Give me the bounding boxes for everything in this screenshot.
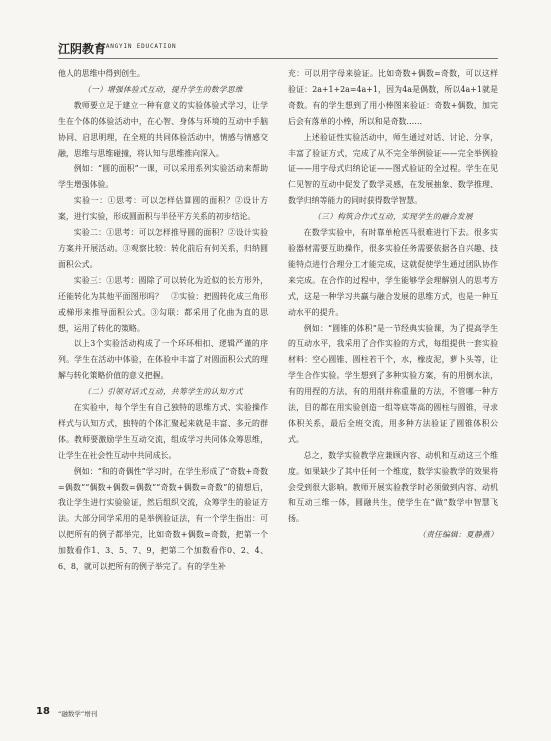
editor-credit: （责任编辑：夏静燕） [418,530,498,540]
section-heading: （三）构筑合作式互动，实现学生的融合发展 [313,212,473,222]
section-heading: （二）引领对话式互动，共筹学生的认知方式 [83,387,243,397]
left-column [58,66,268,575]
paragraph: 总之，数学实验教学应兼顾内容、动机和互动这三个维度。如果缺少了其中任何一个维度，数学实验教学的效果将会受到很大影响。教师开展实验教学时必须做到内容、动机和互动三维一体，圆融共生，使学生在“做”数学中智慧飞扬。 [288,450,498,524]
paragraph: 实验二：①思考：可以怎样推导圆的面积？②设计实验方案并开展活动。③观察比较：转化前后有何关系，归纳圆面积公式。 [58,228,268,269]
paragraph: 例如：“圆的面积”一课，可以采用系列实验活动来帮助学生增强体验。 [58,164,268,190]
paragraph: 例如：“和的奇偶性”学习时，在学生形成了“奇数+奇数=偶数”“偶数+偶数=偶数”“奇数+偶数=奇数”的猜想后，我让学生进行实验验证，然后组织交流，众筹学生的验证方法。大部分同学采用的是举例验证法，有一个学生指出：可以把所有的例子都举完，比如奇数+偶数=奇数，把第一个加数看作1、3、5、7、9，把第二个加数看作0、2、4、6、8，就可以把所有的例子举完了。有的学生补 [58,466,268,572]
page-number: 18 [36,706,50,717]
paragraph: 教师要立足于建立一种有意义的实验体验式学习，让学生在个体的体验活动中，在心智、身体与环境的互动中手脑协同、启思明理，在全班的共同体验活动中，情感与情感交融，思维与思维碰撞，将认知与思维推向深入。 [58,100,268,158]
paragraph: 充：可以用字母来验证。比如奇数+偶数=奇数，可以这样验证：2a+1+2a=4a+1，因为4a是偶数，所以4a+1就是奇数。有的学生想到了用小棒图来验证：奇数+偶数，加完后会有落单的小棒，所以和是奇数…… [288,69,498,126]
journal-logo-english: JIANGYIN EDUCATION [97,43,177,50]
paragraph: 上述验证性实验活动中，师生通过对话、讨论、分享，丰富了验证方式，完成了从不完全举例验证——完全举例验证——用字母式归纳论证——图式验证的全过程。学生在见仁见智的互动中促发了数学灵感，在发展抽象、数学推理、数学归纳等能力的同时获得数学智慧。 [288,132,498,206]
journal-name: “融数学”增刊 [58,710,98,718]
paragraph: 在数学实验中，有时靠单枪匹马很难进行下去。很多实验器材需要互助操作，很多实验任务需要依据各自兴趣、技能特点进行合理分工才能完成，这就促使学生通过团队协作来完成。在合作的过程中，学生能够学会理解别人的思考方式，这是一种学习共赢与融合发展的思维方式，也是一种互动水平的提升。 [288,228,498,317]
right-column [288,66,498,543]
paragraph: 他人的思维中得到创生。 [58,69,145,78]
header-divider [58,58,498,59]
paragraph: 例如：“圆锥的体积”是一节经典实验课，为了提高学生的互动水平，我采用了合作实验的方式，每组提供一套实验材料：空心圆锥、圆柱若干个，水，橡皮泥，萝卜头等，让学生合作实验。学生想到了多种实验方案，有的用倒水法，有的用捏的方法，有的用削并称重量的方法，不管哪一种方法，目的都在用实验创造一组等底等高的圆柱与圆锥，寻求体积关系，最后全班交流，用多种方法验证了圆锥体积公式。 [288,323,498,444]
page-footer [36,706,236,722]
page-header [58,40,498,56]
paragraph: 实验一：①思考：可以怎样估算圆的面积？②设计方案，进行实验，形成圆面积与半径平方关系的初步结论。 [58,196,268,222]
paragraph: 实验三：①思考：圆除了可以转化为近似的长方形外，还能转化为其他平面图形吗？ ②实验：把圆转化成三角形或梯形来推导面积公式。③勾联：都采用了化曲为直的思想，运用了转化的策略。 [58,275,268,333]
journal-logo: 江阴教育 [58,42,107,56]
section-heading: （一）增强体验式互动，提升学生的数学思维 [83,84,243,94]
paragraph: 在实验中，每个学生有自己独特的思维方式、实验操作样式与认知方式，独特的个体汇聚起来就是丰富、多元的群体。教师要激励学生互动交流，组成学习共同体众筹思维，让学生在社会性互动中共同成长。 [58,403,268,460]
paragraph: 以上3个实验活动构成了一个环环相扣、逻辑严谨的序列。学生在活动中体验，在体验中丰富了对圆面积公式的理解与转化策略价值的意义把握。 [58,339,268,381]
